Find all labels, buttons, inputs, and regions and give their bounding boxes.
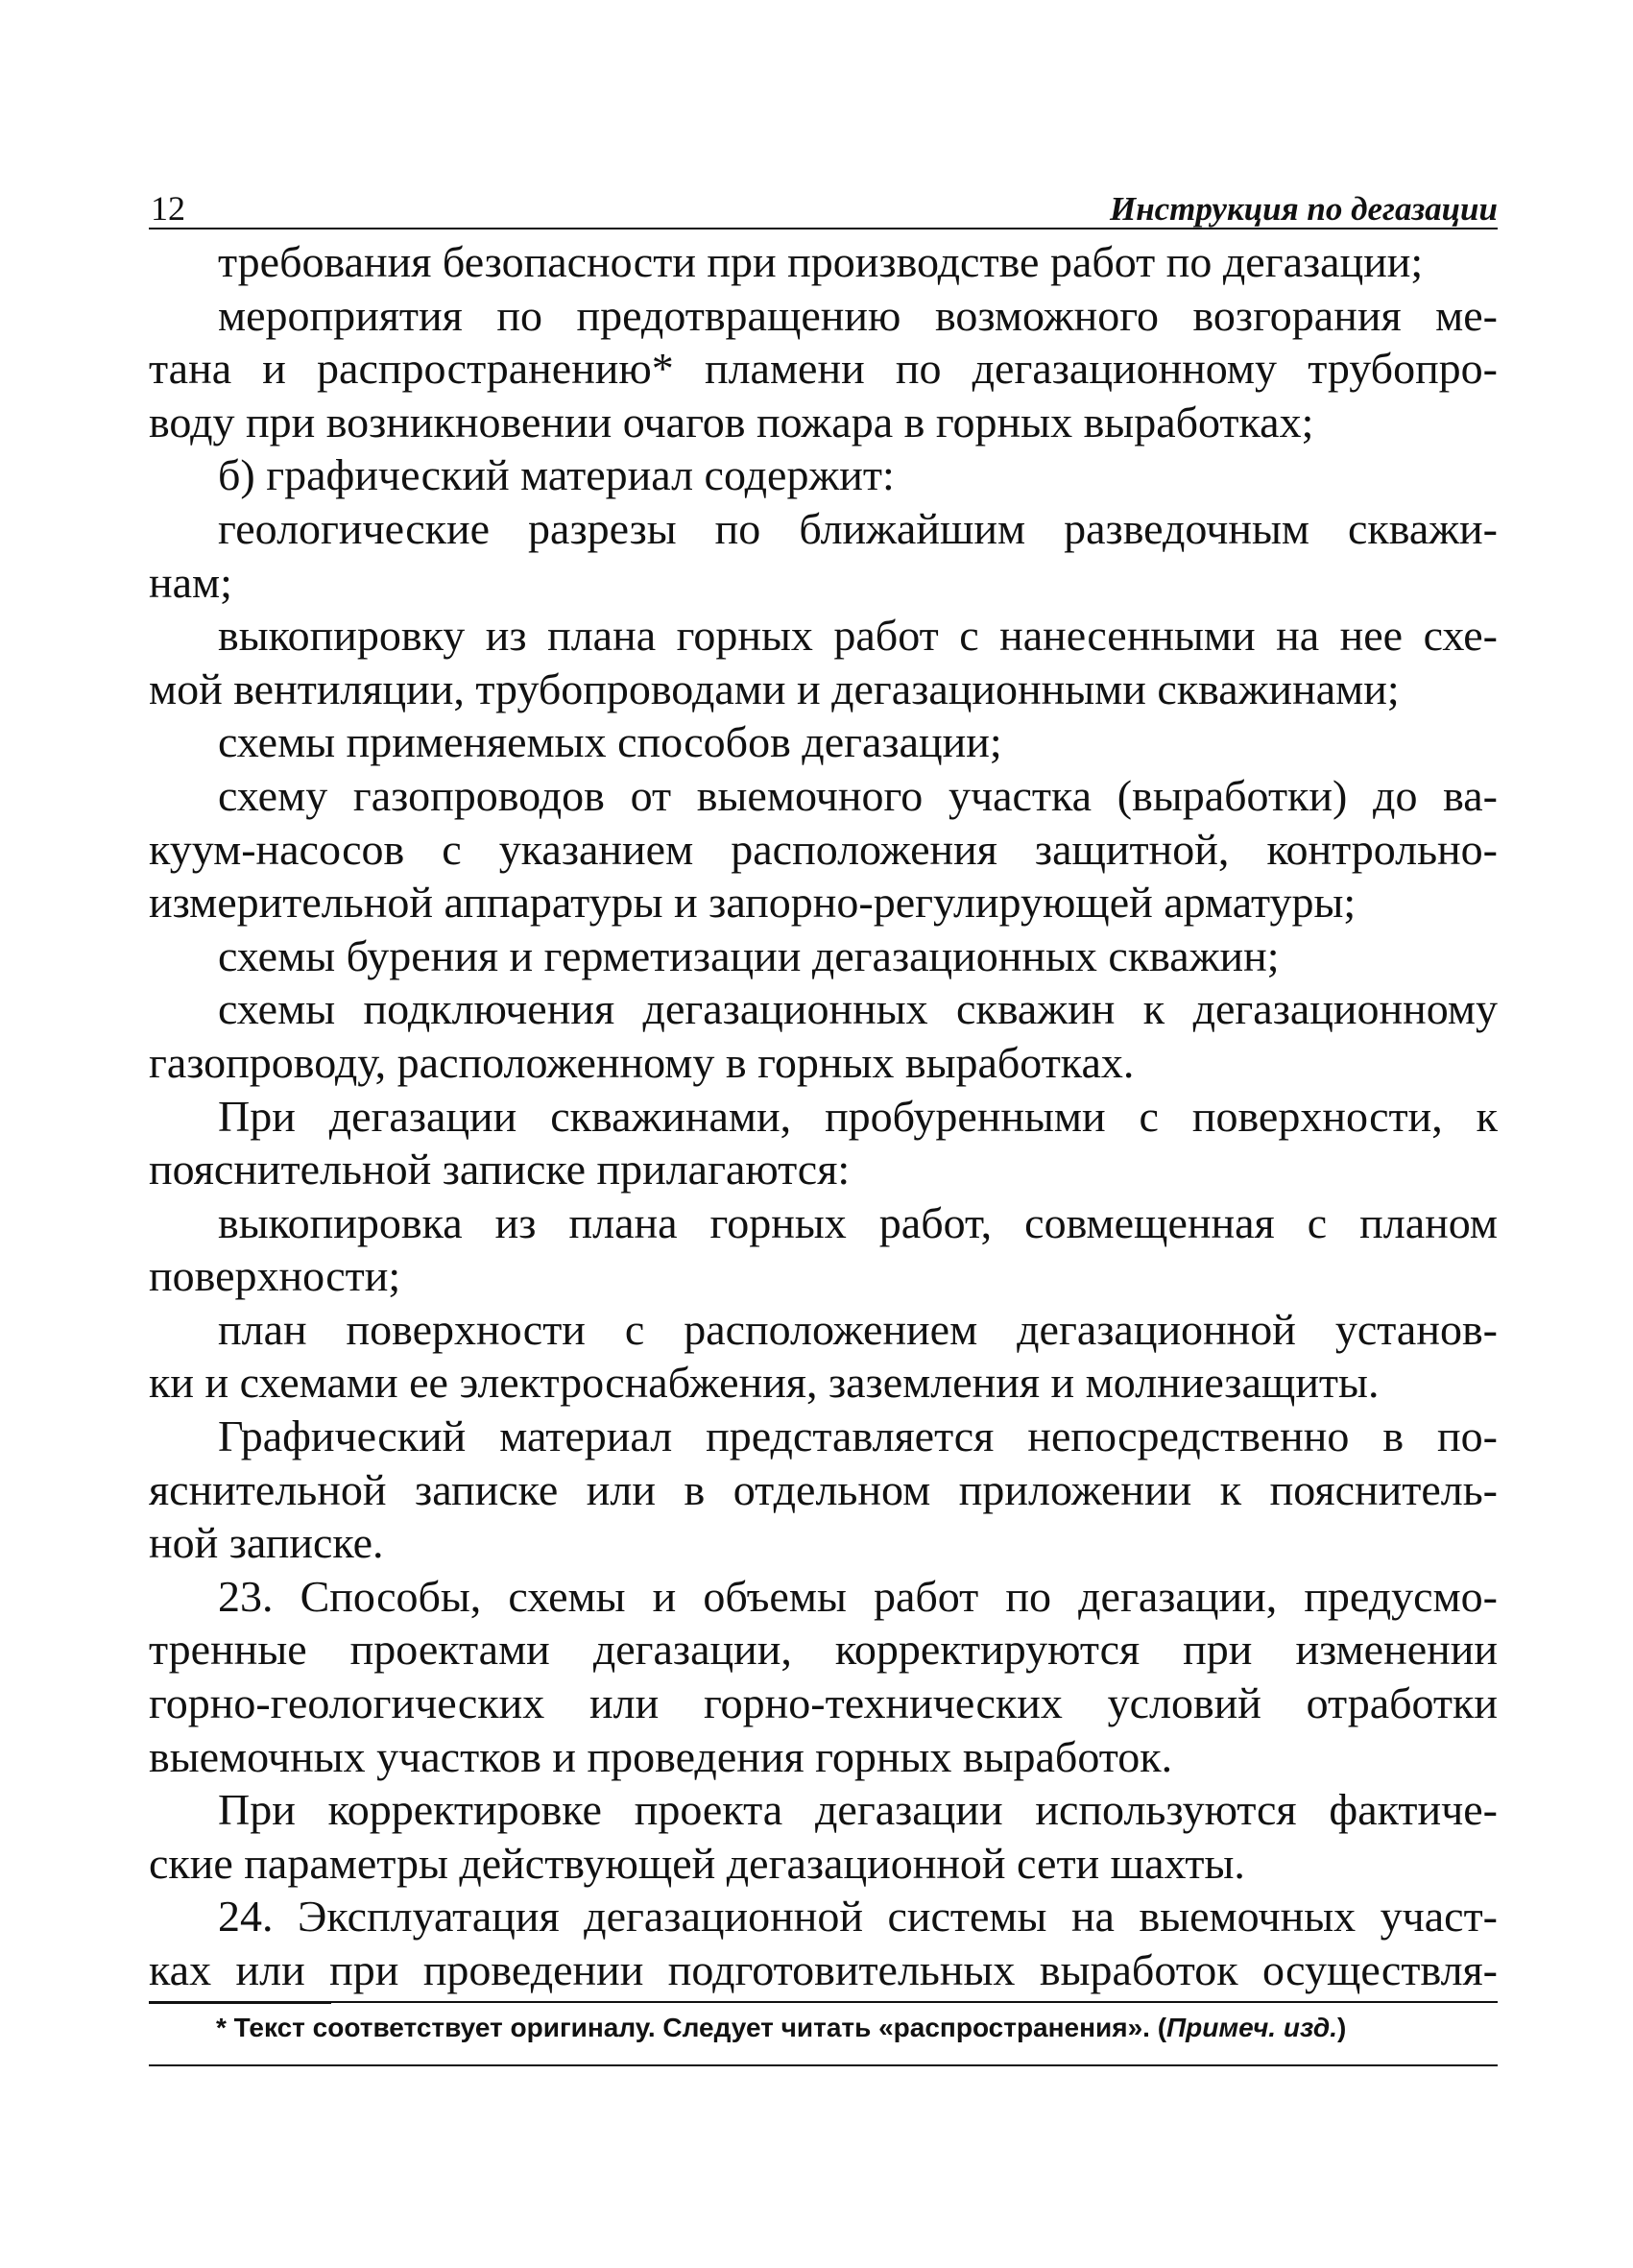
page-number: 12 [151,189,185,228]
footnote-close: ) [1336,2012,1347,2042]
text-line: При корректировке проекта дегазации используются фактиче- [218,1785,1498,1835]
bottom-rule [149,2064,1498,2066]
text-line: мероприятия по предотвращению возможного возгорания ме- [218,290,1498,340]
text-line: схемы подключения дегазационных скважин к дегазационному [218,984,1498,1034]
text-line: тана и распространению* пламени по дегазационному трубопро- [149,344,1498,394]
footnote-note: Примеч. изд. [1166,2012,1337,2042]
text-line: требования безопасности при производстве работ по дегазации; [218,237,1424,286]
footnote-text: * Текст соответствует оригиналу. Следует читать «распространения». ( [216,2012,1167,2042]
text-line: поверхности; [149,1251,401,1301]
text-line: газопроводу, расположенному в горных выработках. [149,1037,1135,1087]
text-line: схему газопроводов от выемочного участка (выработки) до ва- [218,770,1498,820]
text-line: измерительной аппаратуры и запорно-регулирующей арматуры; [149,878,1357,928]
running-title: Инструкция по дегазации [1109,190,1498,228]
text-line: пояснительной записке прилагаются: [149,1145,851,1194]
text-line: тренные проектами дегазации, корректируются при изменении [149,1625,1498,1675]
text-line: выкопировка из плана горных работ, совмещенная с планом [218,1197,1498,1247]
text-line: схемы бурения и герметизации дегазационных скважин; [218,930,1280,980]
text-line: ские параметры действующей дегазационной сети шахты. [149,1838,1245,1888]
text-line: нам; [149,557,232,607]
text-line: ки и схемами ее электроснабжения, заземления и молниезащиты. [149,1358,1380,1408]
text-line: При дегазации скважинами, пробуренными с поверхности, к [218,1091,1498,1141]
footnote-separator [149,2001,1498,2003]
footnote [149,2009,1498,2047]
text-line: горно-геологических или горно-технических условий отработки [149,1678,1498,1728]
text-line: б) графический материал содержит: [218,450,895,500]
text-line: воду при возникновении очагов пожара в горных выработках; [149,397,1314,446]
text-line: мой вентиляции, трубопроводами и дегазационными скважинами; [149,664,1400,713]
text-line: геологические разрезы по ближайшим разведочным скважи- [218,503,1498,553]
text-line: выемочных участков и проведения горных выработок. [149,1731,1173,1781]
text-line: выкопировку из плана горных работ с нанесенными на нее схе- [218,611,1498,661]
text-line: Графический материал представляется непосредственно в по- [218,1411,1498,1461]
text-line: ках или при проведении подготовительных выработок осуществля- [149,1945,1498,1994]
text-line: схемы применяемых способов дегазации; [218,717,1002,767]
text-line: 23. Способы, схемы и объемы работ по дегазации, предусмо- [218,1571,1498,1621]
document-page [149,178,1498,2066]
text-line: план поверхности с расположением дегазационной установ- [218,1304,1498,1354]
running-header [149,178,1498,229]
text-line: яснительной записке или в отдельном приложении к пояснитель- [149,1464,1498,1514]
body-text [149,235,1498,1997]
text-line: 24. Эксплуатация дегазационной системы на выемочных участ- [218,1892,1498,1942]
text-line: куум-насосов с указанием расположения защитной, контрольно- [149,824,1498,874]
text-line: ной записке. [149,1518,384,1568]
footnote-short-rule [149,2001,331,2004]
